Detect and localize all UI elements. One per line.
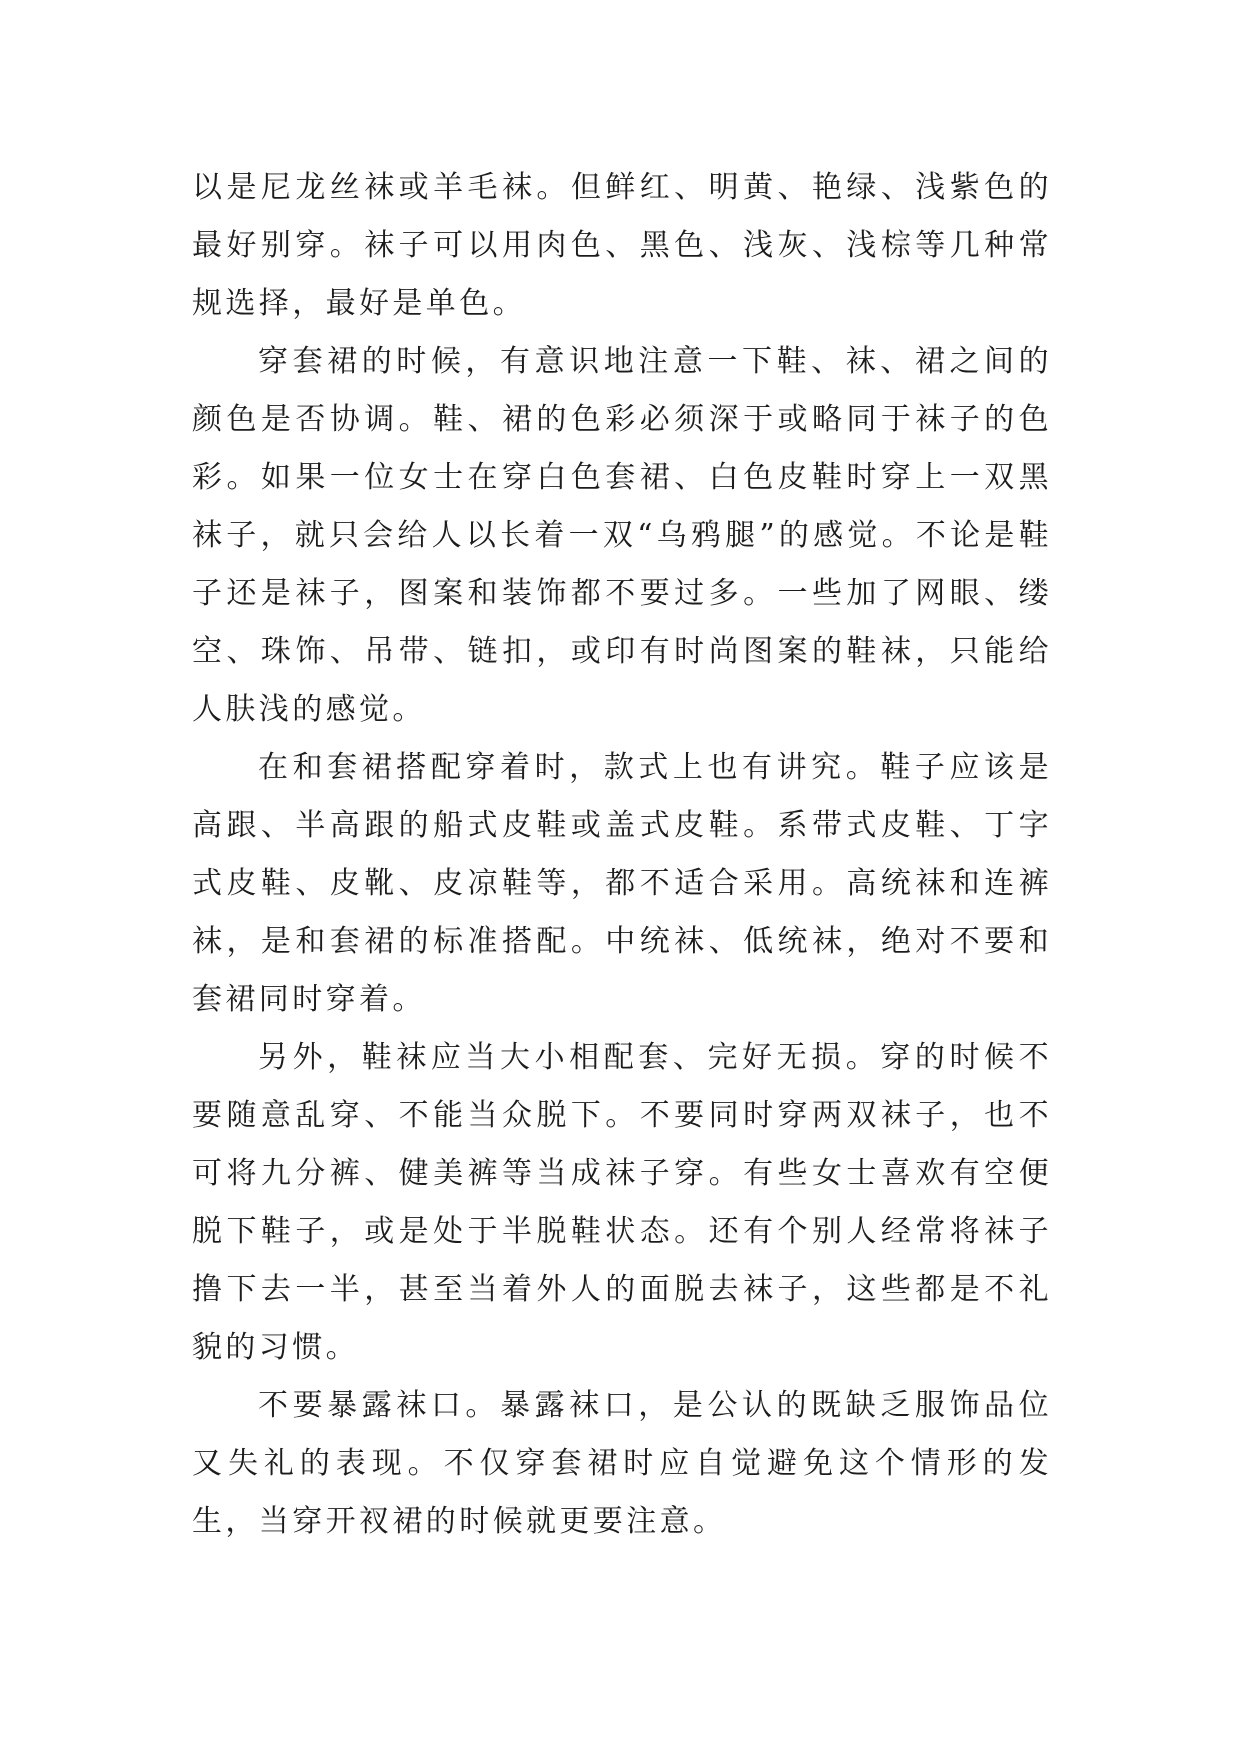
paragraph-4: 另外，鞋袜应当大小相配套、完好无损。穿的时候不要随意乱穿、不能当众脱下。不要同时穿两双袜子，也不可将九分裤、健美裤等当成袜子穿。有些女士喜欢有空便脱下鞋子，或是处于半脱鞋状态。还有个别人经常将袜子撸下去一半，甚至当着外人的面脱去袜子，这些都是不礼貌的习惯。 — [192, 1040, 1052, 1365]
paragraph-5: 不要暴露袜口。暴露袜口，是公认的既缺乏服饰品位又失礼的表现。不仅穿套裙时应自觉避免这个情形的发生，当穿开衩裙的时候就更要注意。 — [192, 1388, 1052, 1539]
paragraph-3: 在和套裙搭配穿着时，款式上也有讲究。鞋子应该是高跟、半高跟的船式皮鞋或盖式皮鞋。系带式皮鞋、丁字式皮鞋、皮靴、皮凉鞋等，都不适合采用。高统袜和连裤袜，是和套裙的标准搭配。中统袜、低统袜，绝对不要和套裙同时穿着。 — [192, 750, 1052, 1017]
body-text — [192, 159, 1052, 1551]
paragraph-1: 以是尼龙丝袜或羊毛袜。但鲜红、明黄、艳绿、浅紫色的最好别穿。袜子可以用肉色、黑色、浅灰、浅棕等几种常规选择，最好是单色。 — [192, 170, 1052, 321]
paragraph-2: 穿套裙的时候，有意识地注意一下鞋、袜、裙之间的颜色是否协调。鞋、裙的色彩必须深于或略同于袜子的色彩。如果一位女士在穿白色套裙、白色皮鞋时穿上一双黑袜子，就只会给人以长着一双“乌鸦腿”的感觉。不论是鞋子还是袜子，图案和装饰都不要过多。一些加了网眼、缕空、珠饰、吊带、链扣，或印有时尚图案的鞋袜，只能给人肤浅的感觉。 — [192, 344, 1052, 727]
